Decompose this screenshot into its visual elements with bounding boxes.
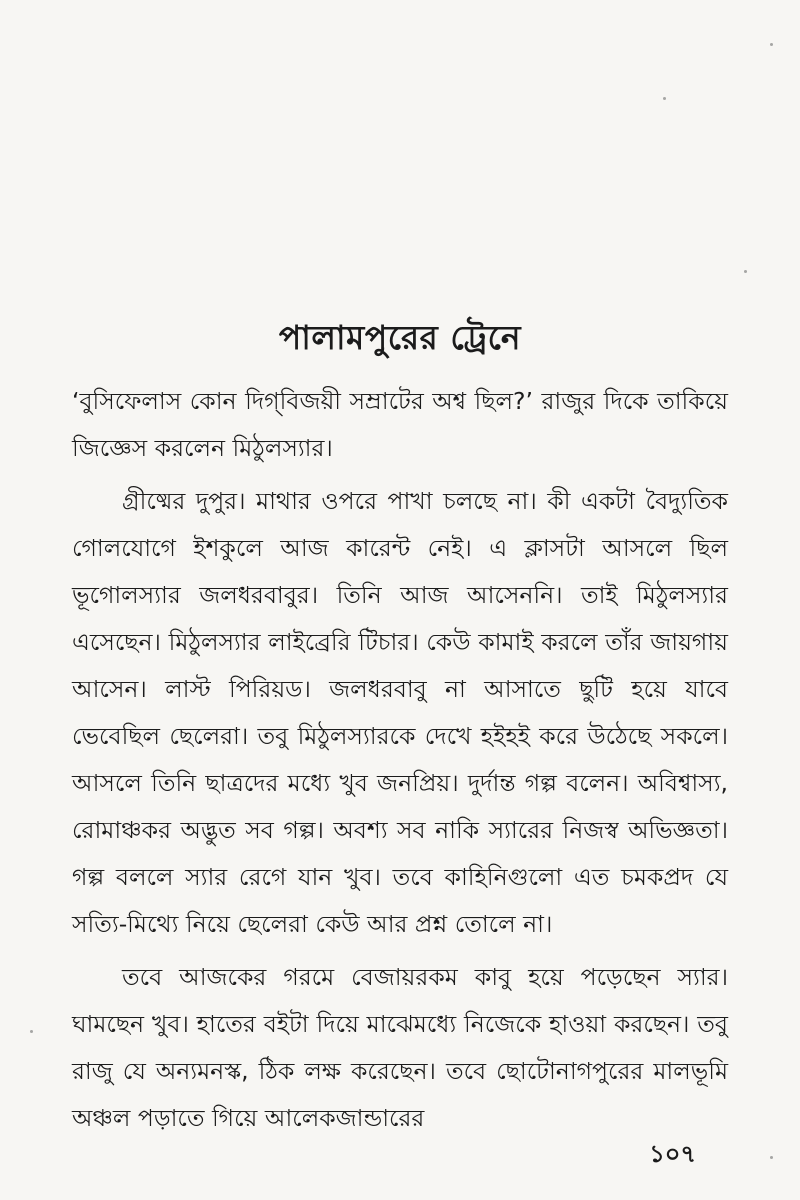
paper-speck bbox=[30, 1030, 33, 1033]
page-number: ১০৭ bbox=[649, 1140, 696, 1168]
paper-speck bbox=[770, 1156, 773, 1159]
paper-speck bbox=[744, 270, 747, 273]
body-text bbox=[72, 378, 728, 1148]
paragraph-3: তবে আজকের গরমে বেজায়রকম কাবু হয়ে পড়েছেন স্যার। ঘামছেন খুব। হাতের বইটা দিয়ে মাঝেমধ্যে নিজেকে হাওয়া করছেন। তবু রাজু যে অন্যমনস্ক, ঠিক লক্ষ করেছেন। তবে ছোটোনাগপুরের মালভূমি অঞ্চল পড়াতে গিয়ে আলেকজান্ডারের bbox=[72, 963, 728, 1132]
paragraph-2: গ্রীষ্মের দুপুর। মাথার ওপরে পাখা চলছে না। কী একটা বৈদ্যুতিক গোলযোগে ইশকুলে আজ কারেন্ট নেই। এ ক্লাসটা আসলে ছিল ভূগোলস্যার জলধরবাবুর। তিনি আজ আসেননি। তাই মিঠুলস্যার এসেছেন। মিঠুলস্যার লাইব্রেরি টিচার। কেউ কামাই করলে তাঁর জায়গায় আসেন। লাস্ট পিরিয়ড। জলধরবাবু না আসাতে ছুটি হয়ে যাবে ভেবেছিল ছেলেরা। তবু মিঠুলস্যারকে দেখে হইহই করে উঠেছে সকলে। আসলে তিনি ছাত্রদের মধ্যে খুব জনপ্রিয়। দুর্দান্ত গল্প বলেন। অবিশ্বাস্য, রোমাঞ্চকর অদ্ভুত সব গল্প। অবশ্য সব নাকি স্যারের নিজস্ব অভিজ্ঞতা। গল্প বললে স্যার রেগে যান খুব। তবে কাহিনিগুলো এত চমকপ্রদ যে সত্যি-মিথ্যে নিয়ে ছেলেরা কেউ আর প্রশ্ন তোলে না। bbox=[72, 487, 728, 938]
paper-speck bbox=[770, 43, 773, 46]
paragraph-1: ‘বুসিফেলাস কোন দিগ্‌বিজয়ী সম্রাটের অশ্ব ছিল?’ রাজুর দিকে তাকিয়ে জিজ্ঞেস করলেন মিঠুলস্যার। bbox=[72, 387, 728, 462]
chapter-title: পালামপুরের ট্রেনে bbox=[278, 318, 522, 358]
paper-speck bbox=[663, 97, 666, 100]
